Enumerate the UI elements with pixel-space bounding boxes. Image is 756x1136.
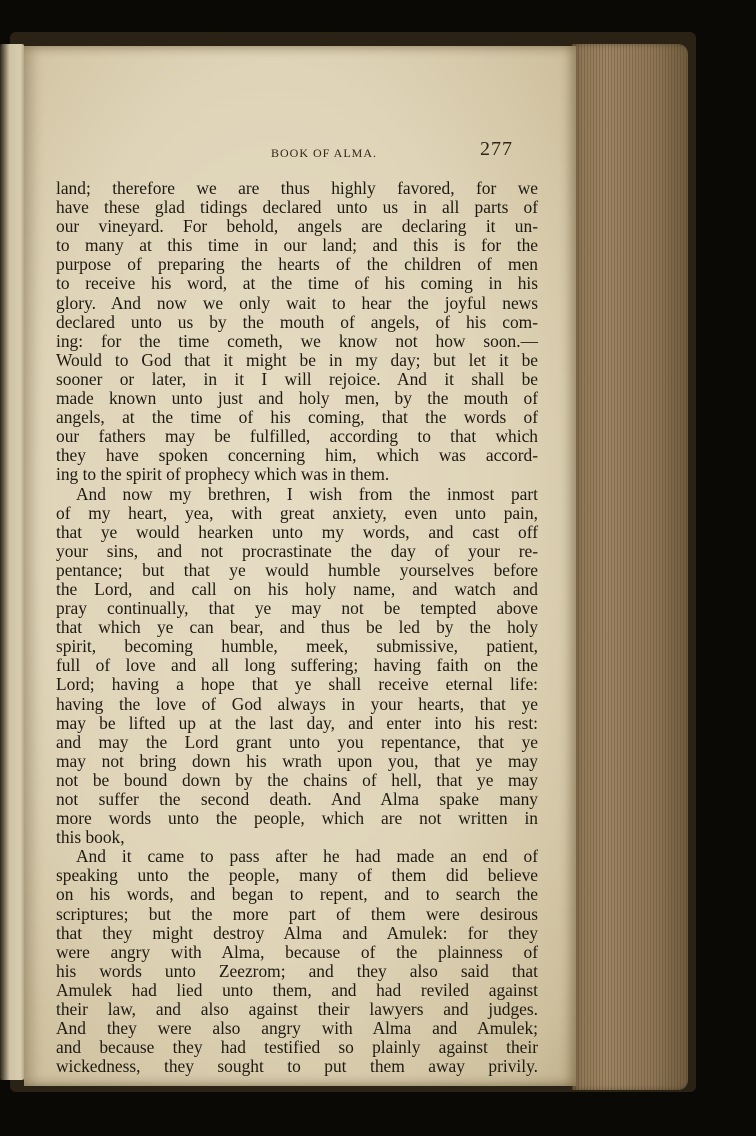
text-line: and because they had testified so plainly against their [56,1037,538,1058]
text-line: sooner or later, in it I will rejoice. And it shall be [56,368,538,389]
text-line: made known unto just and holy men, by the mouth of [56,388,538,409]
text-line: that they might destroy Alma and Amulek: for they [56,922,538,943]
text-line: may not bring down his wrath upon you, that ye may [56,750,538,771]
body-text [56,179,538,1076]
text-line: full of love and all long suffering; having faith on the [56,655,538,676]
text-line: on his words, and began to repent, and to search the [56,884,538,905]
text-line: speaking unto the people, many of them did believe [56,865,538,886]
text-line: not suffer the second death. And Alma spake many [56,789,538,809]
text-line: pray continually, that ye may not be tempted above [56,598,538,619]
text-line: our fathers may be fulfilled, according to that which [56,426,538,447]
text-line: spirit, becoming humble, meek, submissive, patient, [56,636,538,657]
text-line: that which ye can bear, and thus be led by the holy [56,617,538,638]
text-line: And they were also angry with Alma and Amulek; [56,1018,538,1039]
text-line: their law, and also against their lawyers and judges. [56,999,538,1020]
text-line: they have spoken concerning him, which was accord- [56,445,538,466]
text-line: his words unto Zeezrom; and they also said that [56,960,538,981]
text-line: And it came to pass after he had made an end of [76,846,538,867]
page-number: 277 [480,138,513,160]
text-line: glory. And now we only wait to hear the joyful news [56,292,538,313]
text-line: ing: for the time cometh, we know not how soon.— [56,330,538,351]
text-line: of my heart, yea, with great anxiety, even unto pain, [56,502,538,523]
text-line: to receive his word, at the time of his coming in his [56,273,538,294]
text-line: ing to the spirit of prophecy which was in them. [56,464,390,485]
text-line: to many at this time in our land; and this is for the [56,235,538,256]
text-line: have these glad tidings declared unto us in all parts of [56,197,538,218]
text-line: And now my brethren, I wish from the inmost part [76,483,538,504]
text-line: that ye would hearken unto my words, and cast off [56,521,538,542]
text-line: not be bound down by the chains of hell, that ye may [56,769,538,790]
text-line: Lord; having a hope that ye shall receive eternal life: [56,674,538,695]
text-line: may be lifted up at the last day, and enter into his rest: [56,712,538,733]
text-line: wickedness, they sought to put them away privily. [56,1056,538,1077]
running-title: BOOK OF ALMA. [270,146,377,160]
text-line: and may the Lord grant unto you repentance, that ye [56,731,538,752]
page-fore-edge [572,44,688,1090]
text-line: scriptures; but the more part of them were desirous [56,903,538,924]
text-line: having the love of God always in your hearts, that ye [56,693,538,714]
text-line: your sins, and not procrastinate the day of your re- [56,540,538,561]
book-page [24,46,576,1086]
text-line: land; therefore we are thus highly favored, for we [56,178,538,198]
text-line: purpose of preparing the hearts of the children of men [56,254,538,275]
text-line: angels, at the time of his coming, that the words of [56,407,538,428]
text-line: pentance; but that ye would humble yourselves before [56,559,538,580]
text-line: declared unto us by the mouth of angels, of his com- [56,311,538,332]
text-line: Would to God that it might be in my day; but let it be [56,349,538,370]
text-line: the Lord, and call on his holy name, and watch and [56,578,538,599]
text-line: Amulek had lied unto them, and had reviled against [56,979,538,1000]
text-line: more words unto the people, which are not written in [56,808,538,829]
text-line: our vineyard. For behold, angels are declaring it un- [56,216,538,237]
text-line: were angry with Alma, because of the plainness of [56,941,538,962]
previous-page-edge [0,44,24,1080]
text-line: this book, [56,827,125,848]
